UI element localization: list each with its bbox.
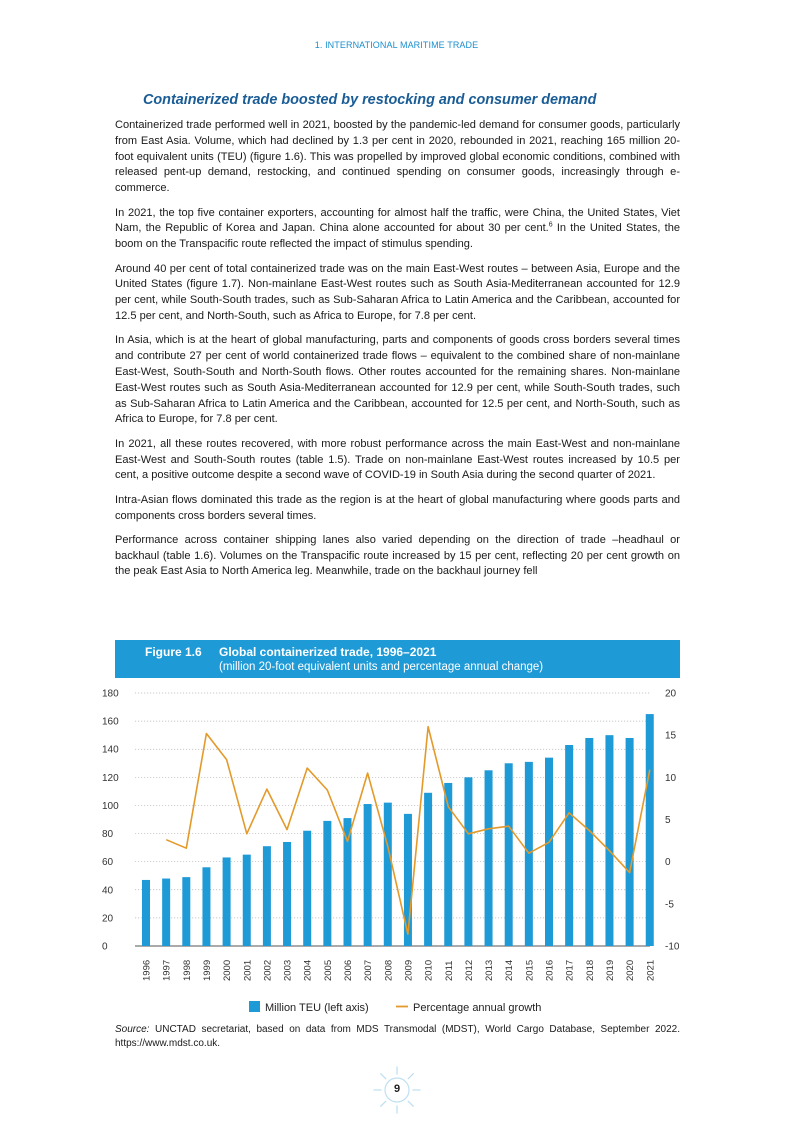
x-tick-label: 2019 [604,959,616,981]
bar [626,738,634,946]
bar [323,821,331,946]
bar [202,867,210,946]
figure-title: Global containerized trade, 1996–2021 [219,645,437,659]
x-tick-label: 2020 [625,959,637,981]
bar [605,735,613,946]
y-right-tick-label: -10 [665,941,680,953]
figure-header [115,640,680,678]
y-left-tick-label: 40 [102,885,114,897]
y-right-tick-label: 0 [665,857,671,869]
containerized-trade-chart [100,678,690,1023]
bar [344,818,352,946]
x-tick-label: 2012 [463,959,475,981]
x-tick-label: 2013 [484,959,496,981]
x-tick-label: 2016 [544,959,556,981]
bar [182,877,190,946]
running-head [0,40,793,50]
x-tick-label: 2015 [524,959,536,981]
bar [565,745,573,946]
bar [243,855,251,946]
y-right-tick-label: 20 [665,688,677,700]
bar [485,770,493,946]
paragraph-2-text-cont: In the United States, the boom on the Transpacific route reflected the impact of stimulus spending. [115,222,680,251]
figure-source [115,1023,680,1051]
bar [646,714,654,946]
bar [223,857,231,946]
bar [162,879,170,946]
x-tick-label: 2014 [504,959,516,981]
y-left-tick-label: 180 [102,688,119,700]
paragraph-2 [115,206,680,253]
page-number: 9 [393,1083,401,1095]
figure-subtitle: (million 20-foot equivalent units and percentage annual change) [219,661,544,673]
x-tick-label: 2017 [564,959,576,981]
paragraph-6: Intra-Asian flows dominated this trade as the region is at the heart of global manufacturing where goods parts and components cross borders several times. [115,493,680,522]
legend-bar-label: Million TEU (left axis) [265,1002,369,1014]
bar [364,804,372,946]
y-left-tick-label: 160 [102,716,119,728]
x-tick-label: 2004 [302,959,314,981]
y-left-tick-label: 0 [102,941,108,953]
bar [545,758,553,946]
y-left-tick-label: 80 [102,829,114,841]
bar [464,777,472,946]
x-tick-label: 2000 [222,959,234,981]
paragraph-5: In 2021, all these routes recovered, with more robust performance across the main East-West and non-mainlane East-West and South-South routes (table 1.5). Trade on non-mainlane East-West routes increased by 10.5 per cent, a positive outcome despite a second wave of COVID-19 in South Asia during the second quarter of 2021. [115,437,680,482]
y-left-tick-label: 60 [102,857,114,869]
figure-title-block [219,645,543,675]
x-tick-label: 2001 [242,959,254,981]
x-tick-label: 1997 [161,959,173,981]
x-tick-label: 2021 [645,959,657,981]
paragraph-7: Performance across container shipping lanes also varied depending on the direction of trade –headhaul or backhaul (table 1.6). Volumes on the Transpacific route increased by 15 per cent, reflecting 20 per cent growth on the peak East Asia to North America leg. Meanwhile, trade on the backhaul journey fell [115,533,680,578]
paragraph-3: Around 40 per cent of total containerized trade was on the main East-West routes – between Asia, Europe and the United States (figure 1.7). Non-mainlane East-West routes such as South Asia-Mediterranean accounted for 12.9 per cent, while South-South trades, such as Sub-Saharan Africa to Latin America and the Caribbean, accounted for 12.5 per cent, and North-South, such as Africa to Europe, for 7.8 per cent. [115,262,680,322]
x-tick-label: 2011 [443,960,455,981]
body-text [115,118,680,589]
bar [585,738,593,946]
paragraph-1: Containerized trade performed well in 2021, boosted by the pandemic-led demand for consumer goods, particularly from East Asia. Volume, which had declined by 1.3 per cent in 2020, rebounded in 2021, reaching 165 million 20-foot equivalent units (TEU) (figure 1.6). This was propelled by improved global economic conditions, combined with released pent-up demand, restocking, and continued spending on consumer goods, increasingly through e-commerce. [115,119,680,195]
legend-line-label: Percentage annual growth [413,1002,542,1014]
footnote-marker[interactable]: 6 [548,221,553,229]
y-right-tick-label: 15 [665,730,677,742]
bar [303,831,311,946]
source-text: UNCTAD secretariat, based on data from MDS Transmodal (MDST), World Cargo Database, September 2022. https://www.mdst.co.uk. [115,1024,680,1049]
x-tick-label: 2009 [403,959,415,981]
paragraph-2-text: In 2021, the top five container exporters, accounting for almost half the traffic, were China, the United States, Viet Nam, the Republic of Korea and Japan. China alone accounted for about 30 per cent. [115,206,680,235]
page-number-badge [383,1076,411,1104]
x-tick-label: 1998 [181,959,193,981]
source-label: Source: [115,1024,150,1035]
bar [263,846,271,946]
x-tick-label: 2007 [363,959,375,981]
y-right-tick-label: 10 [665,772,677,784]
y-right-tick-label: 5 [665,815,671,826]
y-left-tick-label: 140 [102,744,119,756]
bar [424,793,432,946]
x-tick-label: 2010 [423,959,435,981]
bar [384,803,392,946]
x-tick-label: 2008 [383,959,395,981]
x-tick-label: 2003 [282,959,294,981]
bar [142,880,150,946]
x-tick-label: 2002 [262,959,274,981]
x-tick-label: 2018 [584,959,596,981]
y-right-tick-label: -5 [665,899,674,911]
x-tick-label: 2005 [322,959,334,981]
bar [283,842,291,946]
bar [505,763,513,946]
chapter-number: 1. [314,40,323,50]
x-tick-label: 1996 [141,959,153,981]
chapter-title: INTERNATIONAL MARITIME TRADE [325,40,479,50]
x-tick-label: 1999 [201,959,213,981]
y-left-tick-label: 20 [102,913,114,925]
y-left-tick-label: 120 [102,772,119,784]
figure-label: Figure 1.6 [145,645,202,659]
y-left-tick-label: 100 [102,800,119,812]
x-tick-label: 2006 [343,959,354,981]
paragraph-4: In Asia, which is at the heart of global manufacturing, parts and components of goods cross borders several times and contribute 27 per cent of world containerized trade flows – equivalent to the combined share of non-mainlane East-West, South-South and North-South flows. Other routes accounted for the remaining shares. Non-mainlane East-West routes such as South Asia-Mediterranean accounted for 12.9 per cent, while South-South trades, such as Sub-Saharan Africa to Latin America and the Caribbean, accounted for 12.5 per cent, and North-South, such as Africa to Europe, for 7.8 per cent. [115,334,680,426]
legend-bar-swatch [249,1001,260,1012]
section-title: Containerized trade boosted by restocking and consumer demand [143,92,597,108]
